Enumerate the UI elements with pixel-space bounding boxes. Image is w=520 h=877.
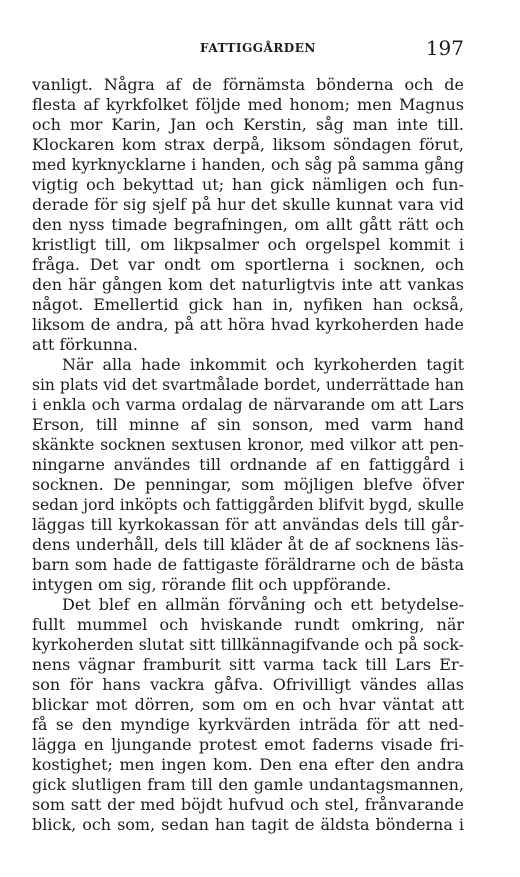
text-line: kostighet; men ingen kom. Den ena efter den andra [32, 755, 464, 774]
text-line: kyrkoherden slutat sitt tillkännagifvande och på sock- [32, 635, 464, 654]
text-line: sedan jord inköpts och fattiggården blifvit bygd, skulle [32, 496, 464, 514]
text-line: fråga. Det var ondt om sportlerna i socknen, och [32, 255, 464, 274]
text-line: som satt der med böjdt hufvud och stel, frånvarande [32, 795, 464, 814]
text-line: vanligt. Några af de förnämsta bönderna och de [32, 75, 464, 94]
body-text [32, 75, 464, 835]
text-line: fullt mummel och hviskande rundt omkring, när [32, 615, 464, 634]
text-line: barn som hade de fattigaste föräldrarne och de bästa [32, 555, 464, 574]
text-line: När alla hade inkommit och kyrkoherden tagit [62, 355, 464, 374]
text-line: dens underhåll, dels till kläder åt de af socknens läs- [32, 535, 464, 554]
text-line: läggas till kyrkokassan för att användas dels till går- [32, 515, 464, 534]
text-line: nens vägnar framburit sitt varma tack till Lars Er- [32, 655, 464, 674]
text-line: kristligt till, om likpsalmer och orgelspel kommit i [32, 235, 464, 254]
text-line: skänkte socknen sextusen kronor, med vilkor att pen- [32, 435, 464, 454]
text-line: den nyss timade begrafningen, om allt gått rätt och [32, 215, 464, 234]
text-line: Det blef en allmän förvåning och ett betydelse- [62, 595, 464, 614]
text-line: intygen om sig, rörande flit och uppförande. [32, 575, 392, 594]
text-line: i enkla och varma ordalag de närvarande om att Lars [32, 395, 464, 414]
text-line: socknen. De penningar, som möjligen blefve öfver [32, 475, 464, 494]
text-line: gick slutligen fram till den gamle undantagsmannen, [32, 775, 464, 794]
text-line: vigtig och bekyttad ut; han gick nämligen och fun- [32, 175, 464, 194]
text-line: son för hans vackra gåfva. Ofrivilligt vändes allas [32, 675, 464, 694]
text-line: något. Emellertid gick han in, nyfiken han också, [32, 295, 464, 314]
text-line: få se den myndige kyrkvärden inträda för att ned- [32, 715, 464, 734]
page-number: 197 [425, 36, 464, 60]
text-line: och mor Karin, Jan och Kerstin, såg man inte till. [32, 115, 464, 134]
text-line: lägga en ljungande protest emot faderns visade fri- [32, 735, 464, 754]
running-head: FATTIGGÅRDEN [200, 41, 316, 55]
text-line: Erson, till minne af sin sonson, med varm hand [32, 415, 464, 434]
text-line: flesta af kyrkfolket följde med honom; men Magnus [32, 95, 464, 114]
text-line: sin plats vid det svartmålade bordet, underrättade han [32, 376, 464, 394]
text-line: att förkunna. [32, 335, 138, 354]
text-line: derade för sig sjelf på hur det skulle kunnat vara vid [32, 195, 464, 214]
text-line: ningarne användes till ordnande af en fattiggård i [32, 455, 464, 474]
text-line: blickar mot dörren, som om en och hvar väntat att [32, 695, 464, 714]
text-line: blick, och som, sedan han tagit de äldsta bönderna i [32, 815, 464, 834]
text-line: liksom de andra, på att höra hvad kyrkoherden hade [32, 315, 464, 334]
text-line: med kyrknycklarne i handen, och såg på samma gång [32, 155, 464, 174]
text-line: Klockaren kom strax derpå, liksom söndagen förut, [32, 135, 464, 154]
text-line: den här gången kom det naturligtvis inte att vankas [32, 275, 464, 294]
